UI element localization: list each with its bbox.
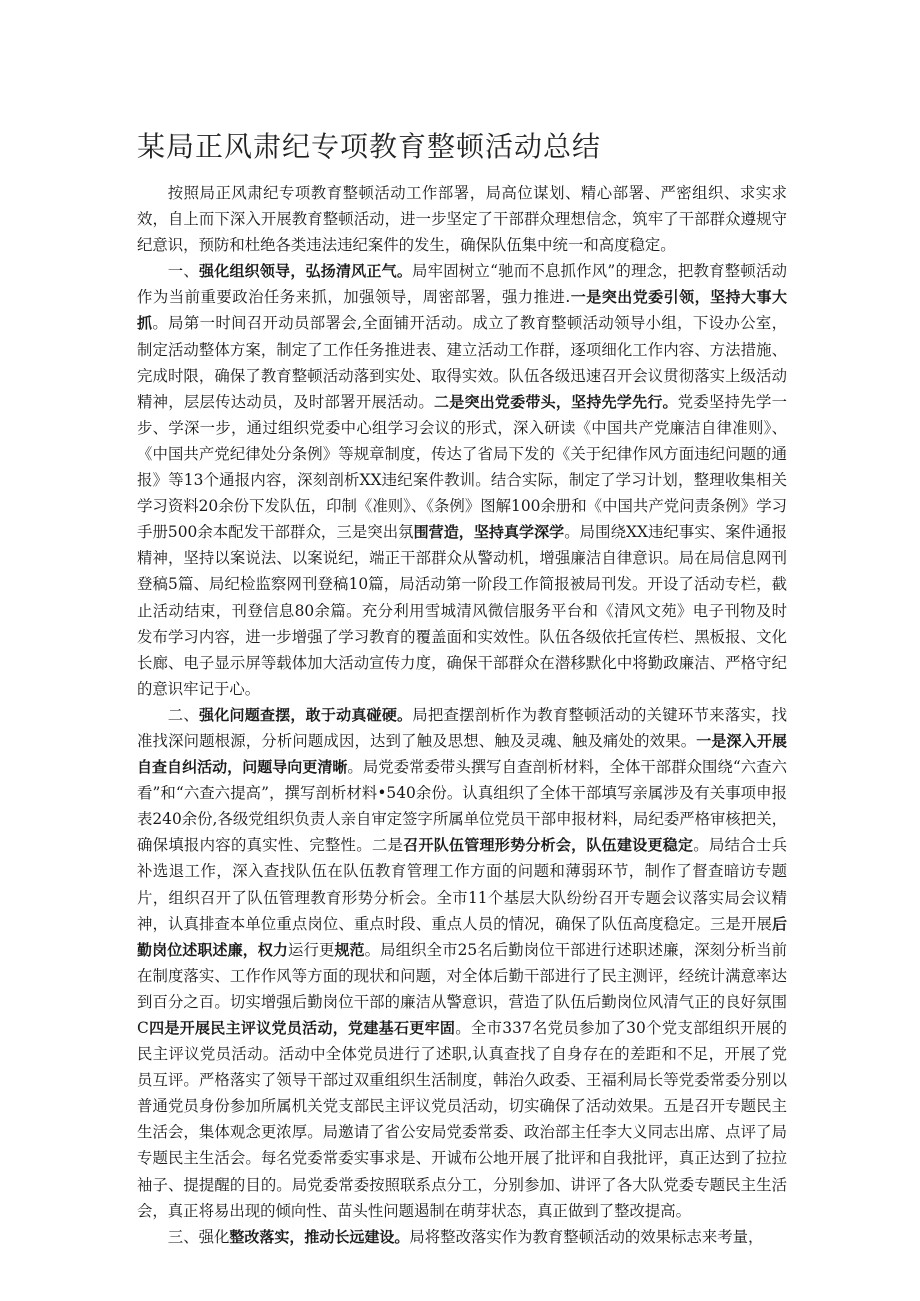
text-run: 。局结合士兵补选退工作，深入查找队伍在队伍教育管理工作方面的问题和薄弱环节，制作了督查暗访专题片，组织召开了队伍管理教育形势分析会。全市11个基层大队纷纷召开专题会议落实局会议精神，认真排查本单位重点岗位、重点时段、重点人员的情况，确保了队伍高度稳定。三是开展 (137, 836, 787, 933)
bold-text-run: 规范 (334, 940, 365, 959)
bold-text-run: 四是开展民主评议党员活动，党建基石更牢固 (148, 1019, 456, 1037)
text-run: 一、 (167, 262, 200, 281)
bold-text-run: 一是突出党委引领，坚持大事大抓 (137, 288, 787, 333)
bold-text-run: 召开队伍管理形势分析会，队伍建设更稳定 (403, 836, 694, 855)
paragraph (137, 180, 787, 258)
text-run: 局将整改落实作为教育整顿活动的效果标志来考量， (409, 1227, 764, 1246)
bold-text-run: 整改落实，推动长远建设。 (229, 1227, 410, 1246)
text-run: 局牢固树立“驰而不息抓作风”的理念，把教育整顿活动作为当前重要政治任务来抓，加强领导，周密部署，强力推进. (137, 262, 787, 307)
text-run: 。局组织全市25名后勤岗位干部进行述职述廉，深刻分析当前在制度落实、工作作风等方面的现状和问题，对全体后勤干部进行了民主测评，经统计满意率达到百分之百。切实增强后勤岗位干部的廉洁从警意识，营造了队伍后勤岗位风清气正的良好氛围C (137, 940, 787, 1037)
text-run: 运行更 (287, 940, 335, 959)
bold-text-run: 一是深入开展自查自纠活动，问题导向更清晰 (137, 731, 787, 777)
paragraph (137, 258, 787, 702)
text-run: 局把查摆剖析作为教育整顿活动的关键环节来落实，找准找深问题根源，分析问题成因，达到了触及思想、触及灵魂、触及痛处的效果。 (137, 705, 787, 750)
paragraph (137, 702, 787, 1224)
text-run: 。局第一时间召开动员部署会,全面铺开活动。成立了教育整顿活动领导小组，下设办公室，制定活动整体方案，制定了工作任务推进表、建立活动工作群，逐项细化工作内容、方法措施、完成时限，确保了教育整顿活动落到实处、取得实效。队伍各级迅速召开会议贯彻落实上级活动精神，层层传达动员，及时部署开展活动。 (137, 314, 787, 411)
document-title: 某局正风肃纪专项教育整顿活动总结 (137, 130, 602, 163)
bold-text-run: 围营造，坚持真学深学 (413, 523, 565, 542)
text-run: 二、 (167, 705, 200, 724)
text-run: 。局党委常委带头撰写自查剖析材料，全体干部群众围绕“六查六看”和“六查六提高”，撰写剖析材料•540余份。认真组织了全体干部填写亲属涉及有关事项申报表240余份,各级党组织负责人亲自审定签字所属单位党员干部申报材料，局纪委严格审核把关，确保填报内容的真实性、完整性。二是 (137, 758, 787, 855)
bold-text-run: 强化问题查摆，敢于动真碰硬。 (199, 705, 413, 724)
bold-text-run: 二是突出党委带头，坚持先学先行。 (433, 392, 678, 411)
bold-text-run: 强化组织领导，弘扬清风正气。 (199, 262, 413, 281)
paragraph (137, 1224, 787, 1250)
text-run: 按照局正风肃纪专项教育整顿活动工作部署，局高位谋划、精心部署、严密组织、求实求效，自上而下深入开展教育整顿活动，进一步坚定了干部群众理想信念，筑牢了干部群众遵规守纪意识，预防和杜绝各类违法违纪案件的发生，确保队伍集中统一和高度稳定。 (137, 184, 787, 255)
text-run: 。局围绕XX违纪事实、案件通报精神，坚持以案说法、以案说纪，端正干部群众从警动机，增强廉洁自律意识。局在局信息网刊登稿5篇、局纪检监察网刊登稿10篇，局活动第一阶段工作简报被局刊发。开设了活动专栏，截止活动结束，刊登信息80余篇。充分利用雪城清风微信服务平台和《清风文苑》电子刊物及时发布学习内容，进一步增强了学习教育的覆盖面和实效性。队伍各级依托宣传栏、黑板报、文化长廊、电子显示屏等载体加大活动宣传力度，确保干部群众在潜移默化中将勤政廉洁、严格守纪的意识牢记于心。 (137, 523, 787, 698)
text-run: 三、强化 (167, 1227, 230, 1246)
text-run: 。全市337名党员参加了30个党支部组织开展的民主评议党员活动。活动中全体党员进行了述职,认真查找了自身存在的差距和不足，开展了党员互评。严格落实了领导干部过双重组织生活制度，韩治久政委、王福利局长等党委常委分别以普通党员身份参加所属机关党支部民主评议党员活动，切实确保了活动效果。五是召开专题民主生活会，集体观念更浓厚。局邀请了省公安局党委常委、政治部主任李大义同志出席、点评了局专题民主生活会。每名党委常委实事求是、开诚布公地开展了批评和自我批评，真正达到了拉拉袖子、提提醒的目的。局党委常委按照联系点分工，分别参加、讲评了各大队党委专题民主生活会，真正将易出现的倾向性、苗头性问题遏制在萌芽状态，真正做到了整改提高。 (137, 1019, 787, 1220)
bold-text-run: 后勤岗位述职述廉，权力 (137, 914, 787, 959)
text-run: 党委坚持先学一步、学深一步，通过组织党委中心组学习会议的形式，深入研读《中国共产党廉洁自律准则》、《中国共产党纪律处分条例》等规章制度，传达了省局下发的《关于纪律作风方面违纪问题的通报》等13个通报内容，深刻剖析XX违纪案件教训。结合实际，制定了学习计划，整理收集相关学习资料20余份下发队伍，印制《准则》、《条例》图解100余册和《中国共产党问责条例》学习手册500余本配发干部群众，三是突出氛 (137, 392, 787, 542)
document-body (137, 180, 787, 1250)
